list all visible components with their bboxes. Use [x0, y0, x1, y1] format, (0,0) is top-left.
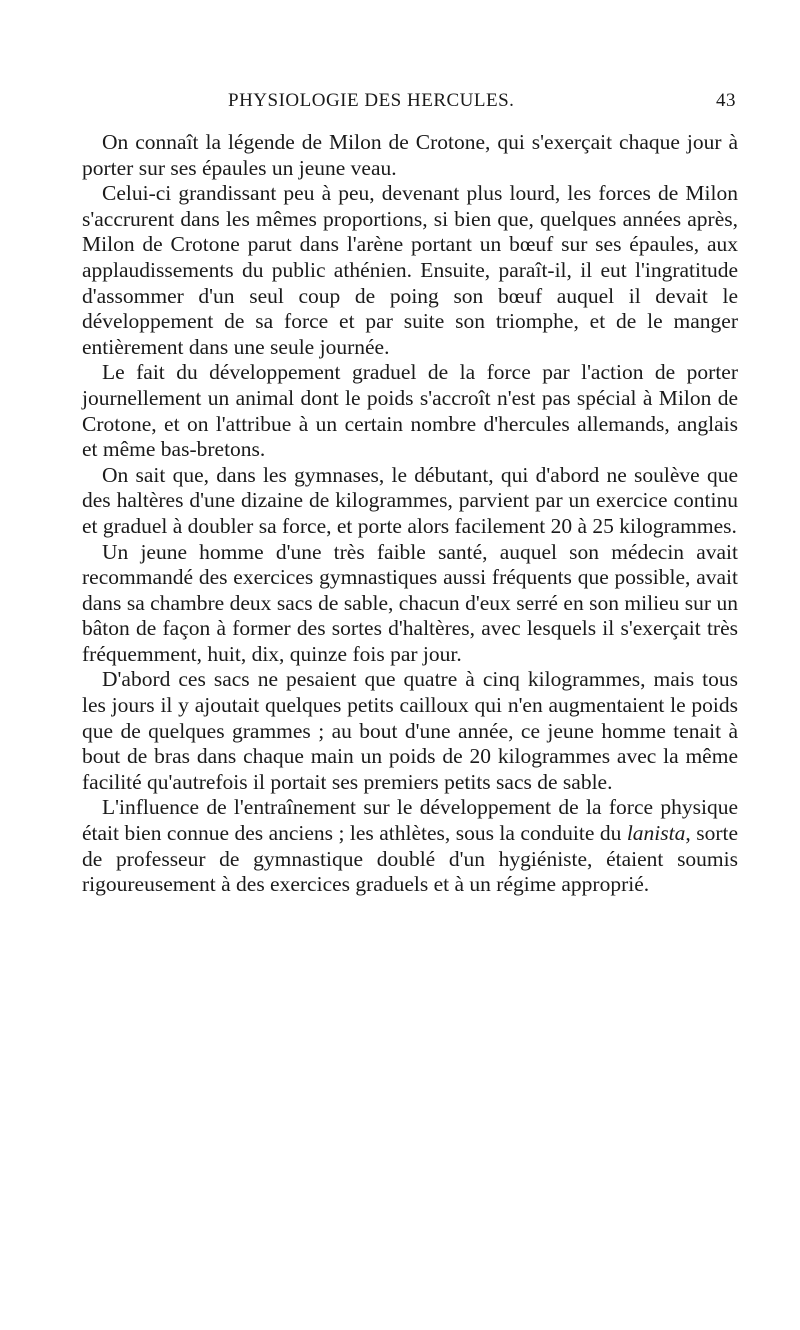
paragraph: On sait que, dans les gymnases, le débutant, qui d'abord ne soulève que des haltères d'une dizaine de kilogrammes, parvient par un exercice continu et graduel à doubler sa force, et porte alors facilement 20 à 25 kilogrammes.: [82, 462, 738, 538]
paragraph: Le fait du développement graduel de la force par l'action de porter journellement un animal dont le poids s'accroît n'est pas spécial à Milon de Crotone, et on l'attribue à un certain nombre d'hercules allemands, anglais et même bas-bretons.: [82, 360, 738, 462]
text-run: L'influence de l'entraînement sur le développement de la force physique était bien connue des anciens ; les athlètes, sous la conduite du: [82, 795, 738, 846]
running-head: PHYSIOLOGIE DES HERCULES.: [228, 90, 515, 111]
paragraph: On connaît la légende de Milon de Crotone, qui s'exerçait chaque jour à porter sur ses épaules un jeune veau.: [82, 130, 738, 180]
paragraph: [82, 795, 738, 897]
page-number: 43: [716, 90, 736, 111]
text-run: , sorte de professeur de gymnastique doublé d'un hygiéniste, étaient soumis rigoureusement à des exercices graduels et à un régime approprié.: [82, 821, 738, 897]
paragraph: Celui-ci grandissant peu à peu, devenant plus lourd, les forces de Milon s'accrurent dans les mêmes proportions, si bien que, quelques années après, Milon de Crotone parut dans l'arène portant un bœuf sur ses épaules, aux applaudissements du public athénien. Ensuite, paraît-il, il eut l'ingratitude d'assommer d'un seul coup de poing son bœuf auquel il devait le développement de sa force et par suite son triomphe, et de le manger entièrement dans une seule journée.: [82, 181, 738, 359]
italic-term: lanista: [626, 821, 686, 846]
page-header: [80, 90, 736, 120]
paragraph: Un jeune homme d'une très faible santé, auquel son médecin avait recommandé des exercices gymnastiques aussi fréquents que possible, avait dans sa chambre deux sacs de sable, chacun d'eux serré en son milieu sur un bâton de façon à former des sortes d'haltères, avec lesquels il s'exerçait très fréquemment, huit, dix, quinze fois par jour.: [82, 539, 738, 666]
body-text: [82, 130, 738, 898]
paragraph: D'abord ces sacs ne pesaient que quatre à cinq kilogrammes, mais tous les jours il y ajoutait quelques petits cailloux qui n'en augmentaient le poids que de quelques grammes ; au bout d'une année, ce jeune homme tenait à bout de bras dans chaque main un poids de 20 kilogrammes avec la même facilité qu'autrefois il portait ses premiers petits sacs de sable.: [82, 667, 738, 794]
